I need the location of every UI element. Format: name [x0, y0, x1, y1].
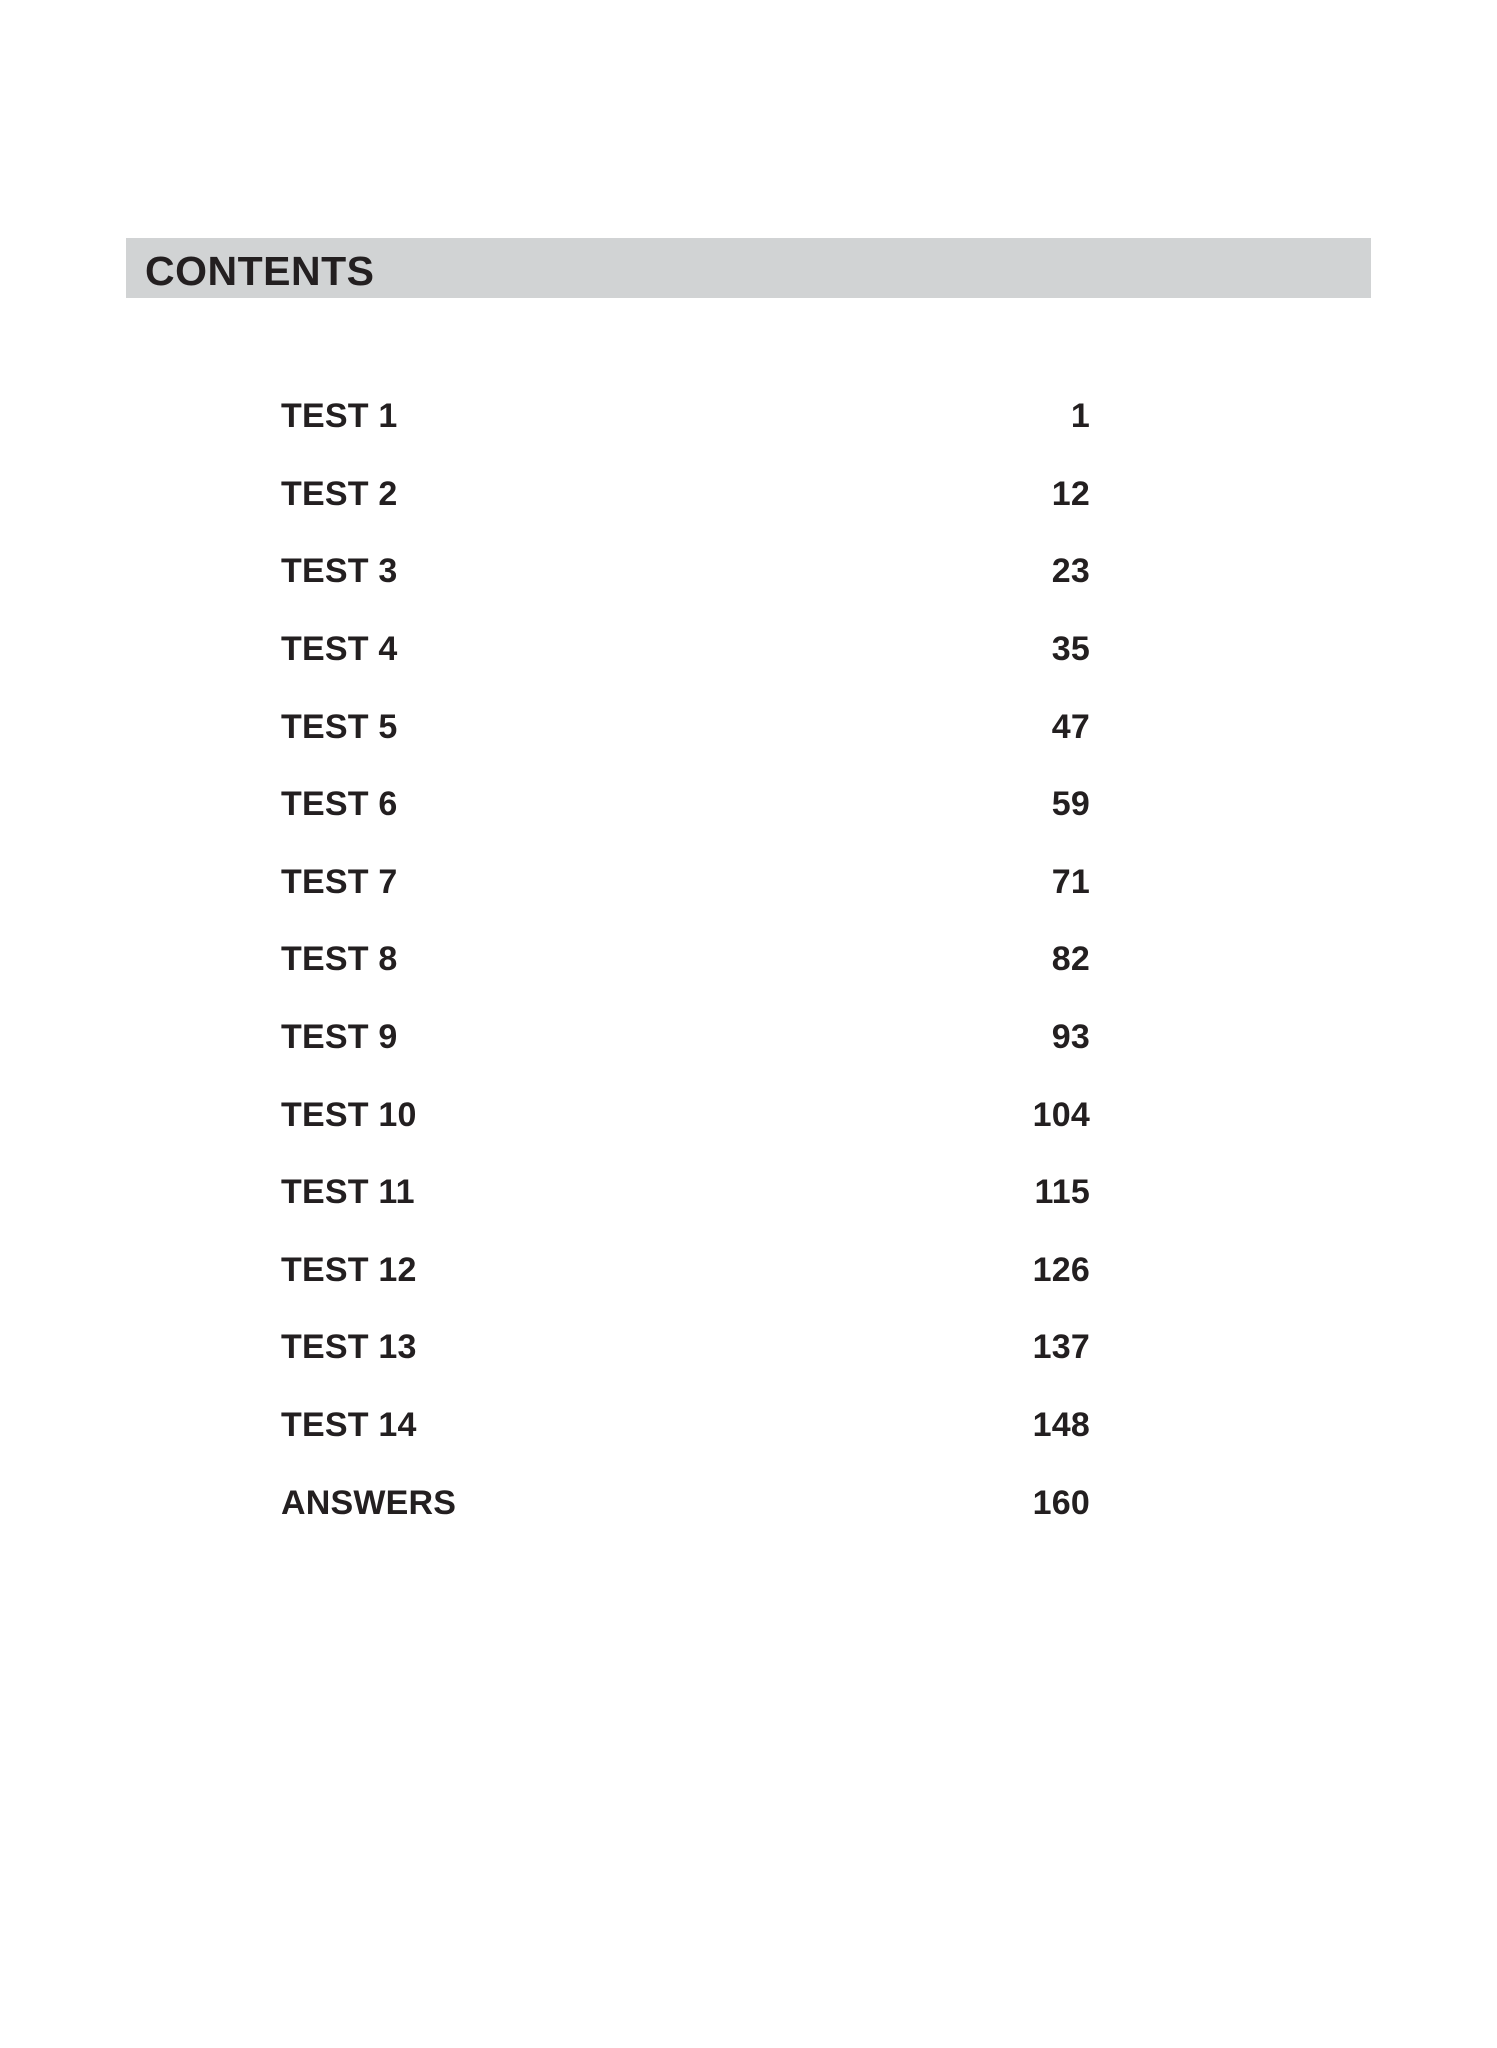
toc-entry-page: 82: [1051, 940, 1090, 979]
toc-entry-label: TEST 5: [281, 707, 398, 746]
toc-entry-page: 160: [1032, 1483, 1090, 1522]
toc-entry-label: TEST 7: [281, 862, 398, 901]
toc-entry-page: 71: [1051, 862, 1090, 901]
toc-entry-label: TEST 1: [281, 397, 398, 436]
toc-entry-label: TEST 4: [281, 630, 398, 669]
toc-entry-label: TEST 14: [281, 1406, 417, 1445]
toc-entry-label: TEST 8: [281, 940, 398, 979]
toc-entry: [281, 533, 1090, 611]
toc-entry-label: TEST 6: [281, 785, 398, 824]
toc-entry-label: TEST 3: [281, 552, 398, 591]
contents-header-bar: [126, 238, 1371, 298]
toc-entry-label: ANSWERS: [281, 1483, 457, 1522]
toc-entry-page: 35: [1051, 630, 1090, 669]
toc-entry: [281, 766, 1090, 844]
toc-entry-page: 1: [1070, 397, 1090, 436]
toc-entry: [281, 1387, 1090, 1465]
toc-entry-label: TEST 10: [281, 1095, 417, 1134]
toc-entry-label: TEST 9: [281, 1018, 398, 1057]
toc-entry: [281, 1232, 1090, 1310]
toc-entry-page: 137: [1032, 1328, 1090, 1367]
toc-entry: [281, 1464, 1090, 1542]
toc-entry: [281, 844, 1090, 922]
toc-entry-page: 59: [1051, 785, 1090, 824]
toc-entry: [281, 456, 1090, 534]
toc-entry: [281, 688, 1090, 766]
toc-entry: [281, 1076, 1090, 1154]
toc-entry: [281, 611, 1090, 689]
toc-entry-page: 104: [1032, 1095, 1090, 1134]
toc-entry: [281, 921, 1090, 999]
toc-entry: [281, 999, 1090, 1077]
toc-entry: [281, 1154, 1090, 1232]
page-title: CONTENTS: [145, 247, 375, 294]
toc-entry: [281, 378, 1090, 456]
toc-entry-page: 148: [1032, 1406, 1090, 1445]
toc-entry-page: 93: [1051, 1018, 1090, 1057]
toc-entry-label: TEST 13: [281, 1328, 417, 1367]
toc-entry-page: 47: [1051, 707, 1090, 746]
toc-entry-page: 12: [1051, 474, 1090, 513]
toc-entry-label: TEST 11: [281, 1173, 415, 1212]
toc-entry: [281, 1309, 1090, 1387]
toc-entry-page: 115: [1034, 1173, 1090, 1212]
toc-list: [281, 378, 1090, 1542]
toc-entry-page: 23: [1051, 552, 1090, 591]
toc-entry-page: 126: [1032, 1250, 1090, 1289]
toc-entry-label: TEST 2: [281, 474, 398, 513]
toc-entry-label: TEST 12: [281, 1250, 417, 1289]
